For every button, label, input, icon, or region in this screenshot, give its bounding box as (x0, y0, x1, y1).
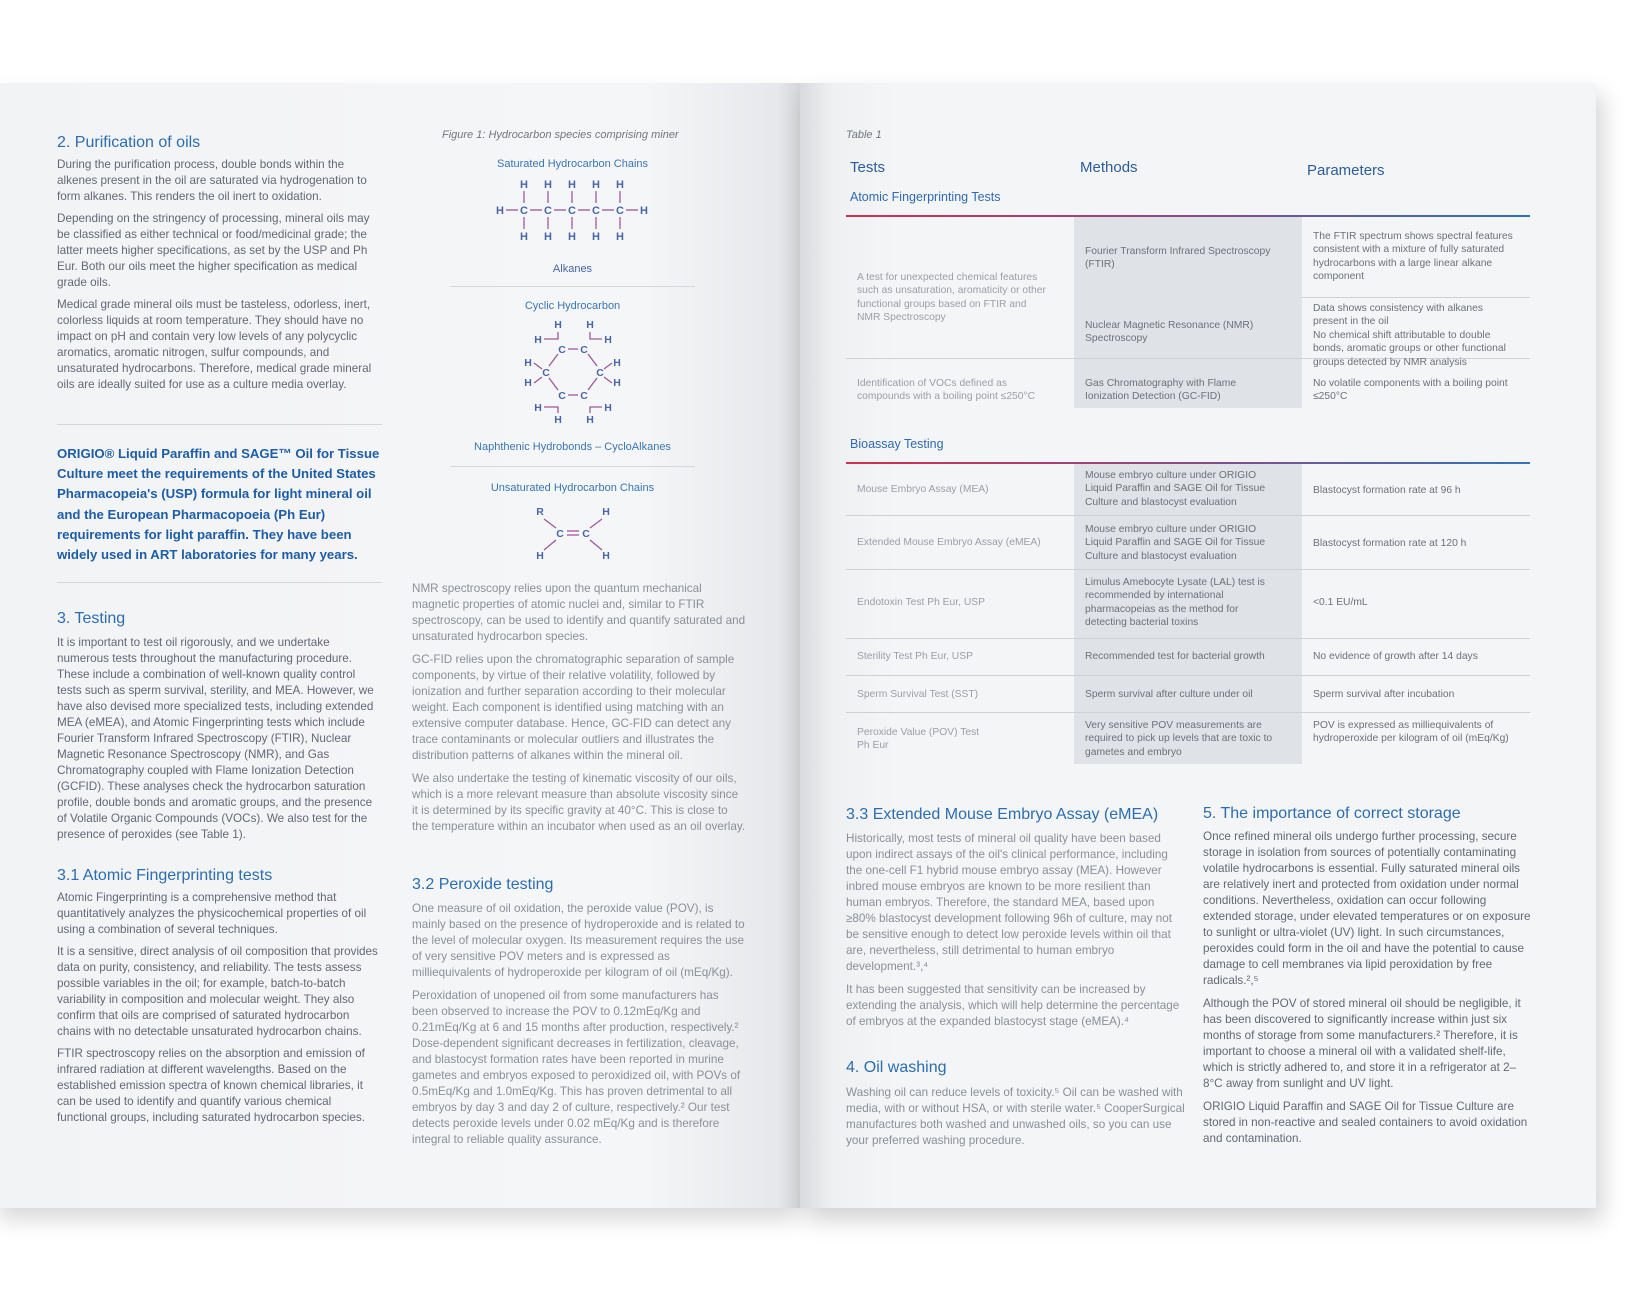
header-parameters: Parameters (1307, 162, 1385, 179)
bioassay-test: Sperm Survival Test (SST) (857, 689, 979, 700)
svg-text:H: H (592, 231, 600, 243)
bioassay-test: Peroxide Value (POV) Test Ph Eur (857, 727, 980, 752)
left-page (0, 83, 800, 1208)
divider (57, 424, 382, 425)
storage-p1: Once refined mineral oils undergo further processing, secure storage in isolation from sources of potentially contaminating volatile hydrocarbons is essential. Fully saturated mineral oils are relatively inert and protected from oxidation under normal conditions. Nevertheless, oxidation can occur following extended storage, under elevated temperatures or on exposure to sunlight or ultra-violet (UV) light. In such circumstances, peroxides could form in the oil and have the potential to cause damage to cell membranes via lipid peroxidation by free radicals.²,⁵ (1203, 830, 1531, 987)
bioassay-param: Blastocyst formation rate at 96 h (1313, 485, 1461, 496)
storage-heading: 5. The importance of correct storage (1203, 805, 1461, 822)
svg-text:H: H (544, 231, 552, 243)
storage-p2: Although the POV of stored mineral oil should be negligible, it has been discovered to significantly increase within just six months of storage from some manufacturers.² Therefore, it is important to choose a mineral oil with a validated shelf-life, which is strictly adhered to, and store it in a refrigerator at 2–8°C away from sunlight and UV light. (1203, 997, 1521, 1090)
svg-text:C: C (568, 205, 576, 217)
svg-text:H: H (613, 357, 621, 369)
bioassay-test: Mouse Embryo Assay (MEA) (857, 484, 989, 495)
svg-text:H: H (586, 414, 594, 426)
divider (57, 582, 382, 583)
svg-text:C: C (580, 344, 588, 356)
svg-text:C: C (558, 344, 566, 356)
alkane-structure (492, 176, 652, 246)
peroxide-heading: 3.2 Peroxide testing (412, 876, 554, 893)
callout-text: ORIGIO® Liquid Paraffin and SAGE™ Oil for Tissue Culture meet the requirements of the United States Pharmacopeia's (USP) formula for light mineral oil and the European Pharmacopoeia (Ph Eur) requirements for light paraffin. They have been widely used in ART laboratories for many years. (57, 446, 380, 563)
bioassay-test: Extended Mouse Embryo Assay (eMEA) (857, 537, 1041, 548)
svg-text:C: C (520, 205, 528, 217)
svg-text:C: C (542, 367, 550, 379)
bioassay-method: Limulus Amebocyte Lysate (LAL) test is recommended by international pharmacopeias as the method for detecting bacterial toxins (1085, 577, 1265, 629)
header-tests: Tests (850, 159, 886, 176)
afp-heading: 3.1 Atomic Fingerprinting tests (57, 867, 273, 884)
row-divider (846, 569, 1530, 570)
col2-section (412, 581, 747, 835)
bioassay-method: Mouse embryo culture under ORIGIO Liquid Paraffin and SAGE Oil for Tissue Culture and blastocyst evaluation (1085, 470, 1266, 508)
svg-text:H: H (520, 231, 528, 243)
testing-p1: It is important to test oil rigorously, and we undertake numerous tests throughout the manufacturing procedure. These include a combination of well-known quality control tests such as sperm survival, sterility, and MEA. However, we have also devised more specialized tests, including extended MEA (eMEA), and Atomic Fingerprinting tests which include Fourier Transform Infrared Spectroscopy (FTIR), Nuclear Magnetic Resonance Spectroscopy (NMR), and Gas Chromatography coupled with Flame Ionization Detection (GCFID). These analyses check the hydrocarbon saturation profile, double bonds and aromatic groups, and the presence of Volatile Organic Compounds (VOCs). We also test for the presence of peroxides (see Table 1). (57, 636, 374, 841)
row-divider (846, 675, 1530, 676)
header-methods: Methods (1080, 159, 1138, 176)
svg-text:H: H (592, 179, 600, 191)
peroxide-p2: Peroxidation of unopened oil from some manufacturers has been observed to increase the POV to 0.12mEq/Kg and 0.21mEq/Kg at 6 and 15 months after production, respectively.² Dose-dependent significant decreases in fertilization, cleavage, and blastocyst formation rates have been reported in murine gametes and embryos exposed to peroxidized oil, with POVs of 0.5mEq/Kg and 1.0mEq/Kg. This has proven detrimental to all embryos by day 3 and day 2 of culture, respectively.² Our test detects peroxide levels under 0.02 mEq/Kg and is therefore integral to reliable quality assurance. (412, 989, 741, 1146)
svg-text:H: H (586, 319, 594, 331)
row-divider (1302, 297, 1530, 298)
table-label: Table 1 (846, 129, 882, 141)
bioassay-test: Sterility Test Ph Eur, USP (857, 651, 973, 662)
svg-text:H: H (616, 179, 624, 191)
peroxide-section (412, 875, 747, 1148)
svg-text:H: H (602, 506, 610, 518)
svg-text:H: H (602, 550, 610, 562)
svg-text:H: H (544, 179, 552, 191)
afp-p1: Atomic Fingerprinting is a comprehensive method that quantitatively analyzes the physicochemical properties of oil using a combination of several techniques. (57, 891, 367, 936)
testing-section (57, 609, 380, 843)
row-divider (846, 515, 1530, 516)
svg-text:C: C (558, 390, 566, 402)
test-voc: Identification of VOCs defined as compounds with a boiling point ≤250°C (857, 378, 1036, 403)
param-nmr: Data shows consistency with alkanes present in the oil No chemical shift attributable to double bonds, aromatic groups or other functional groups detected by NMR analysis (1313, 303, 1506, 368)
test-atomic-fingerprint: A test for unexpected chemical features such as unsaturation, aromaticity or other functional groups based on FTIR and NMR Spectroscopy (857, 272, 1046, 324)
svg-text:H: H (496, 205, 504, 217)
svg-text:H: H (536, 550, 544, 562)
testing-heading: 3. Testing (57, 610, 126, 627)
unsaturated-title: Unsaturated Hydrocarbon Chains (490, 482, 655, 494)
afp-section (57, 866, 380, 1126)
bioassay-method: Very sensitive POV measurements are required to pick up levels that are toxic to gametes and embryo (1085, 720, 1273, 758)
purification-p3: Medical grade mineral oils must be tasteless, odorless, inert, colorless liquids at room temperature. They should have no impact on pH and contain very low levels of any polycyclic aromatics, aromatic nitrogen, sulfur compounds, and unsaturated hydrocarbons. Therefore, medical grade mineral oils are ideally suited for use as a culture media overlay. (57, 298, 372, 391)
bioassay-test: Endotoxin Test Ph Eur, USP (857, 597, 986, 608)
svg-text:C: C (596, 367, 604, 379)
bioassay-method: Sperm survival after culture under oil (1085, 689, 1253, 700)
method-ftir: Fourier Transform Infrared Spectroscopy (FTIR) (1085, 246, 1271, 271)
bioassay-param: Sperm survival after incubation (1313, 689, 1455, 700)
purification-section (57, 133, 382, 393)
svg-text:H: H (640, 205, 648, 217)
right-page (800, 83, 1596, 1208)
svg-text:H: H (568, 231, 576, 243)
svg-text:C: C (556, 528, 564, 540)
svg-text:H: H (520, 179, 528, 191)
purification-p2: Depending on the stringency of processing, mineral oils may be classified as either technical or food/medicinal grade; the latter meets higher specifications, as set by the USP and Ph Eur. Both our oils meet the higher specification as medical grade oils. (57, 212, 370, 289)
peroxide-p1: One measure of oil oxidation, the peroxide value (POV), is mainly based on the presence of hydroperoxide and is related to the level of molecular oxygen. Its measurement requires the use of very sensitive POV meters and is expressed as milliequivalents of hydroperoxide per kilogram of oil (mEq/Kg). (412, 902, 745, 979)
svg-text:H: H (554, 319, 562, 331)
divider (450, 286, 695, 287)
cycloalkane-structure (520, 316, 626, 426)
table-1 (846, 153, 1530, 853)
cyclic-title: Cyclic Hydrocarbon (524, 300, 621, 312)
svg-text:R: R (536, 506, 544, 518)
svg-text:H: H (613, 377, 621, 389)
storage-section (1203, 804, 1531, 1147)
saturated-title: Saturated Hydrocarbon Chains (496, 158, 649, 170)
bioassay-method: Recommended test for bacterial growth (1085, 651, 1265, 662)
viscosity-paragraph: We also undertake the testing of kinematic viscosity of our oils, which is a more relevant measure than absolute viscosity since it is determined by its specific gravity at 40°C. This is close to the temperature within an incubator when used as an oil overlay. (412, 772, 746, 833)
emea-heading: 3.3 Extended Mouse Embryo Assay (eMEA) (846, 806, 1159, 823)
param-voc: No volatile components with a boiling point ≤250°C (1313, 378, 1508, 403)
svg-text:H: H (524, 377, 532, 389)
bioassay-method: Mouse embryo culture under ORIGIO Liquid Paraffin and SAGE Oil for Tissue Culture and blastocyst evaluation (1085, 524, 1266, 562)
svg-text:H: H (616, 231, 624, 243)
row-divider (846, 712, 1530, 713)
emea-p1: Historically, most tests of mineral oil quality have been based upon indirect assays of the oil's clinical performance, including the one-cell F1 hybrid mouse embryo assay (MEA). However inbred mouse embryos are known to be more resilient than human embryos. Therefore, the standard MEA, based upon ≥80% blastocyst development following 96h of culture, may not be sensitive enough to detect low peroxide levels within oil that are, nevertheless, still detrimental to human embryo development.³,⁴ (846, 832, 1173, 973)
svg-text:C: C (580, 390, 588, 402)
gcfid-paragraph: GC-FID relies upon the chromatographic separation of sample components, by virtue of their relative volatility, followed by ionization and further separation according to their molecular weight. Each component is identified using matching with an extensive computer database. Hence, GC-FID can detect any trace contaminants or molecular outliers and illustrates the distribution patterns of alkanes within the mineral oil. (412, 653, 735, 762)
figure-caption: Figure 1: Hydrocarbon species comprising miner (442, 129, 679, 141)
storage-p3: ORIGIO Liquid Paraffin and SAGE Oil for Tissue Culture are stored in non-reactive and sealed containers to avoid oxidation and contamination. (1203, 1100, 1528, 1145)
washing-p1: Washing oil can reduce levels of toxicity.⁵ Oil can be washed with media, with or without HSA, or with sterile water.⁵ CooperSurgical manufactures both washed and unwashed oils, so you can use your preferred washing procedure. (846, 1086, 1185, 1147)
nmr-paragraph: NMR spectroscopy relies upon the quantum mechanical magnetic properties of atomic nuclei and, similar to FTIR spectroscopy, can be used to identify and quantify saturated and unsaturated hydrocarbon species. (412, 582, 746, 643)
alkanes-label: Alkanes (552, 263, 593, 275)
afp-p3: FTIR spectroscopy relies on the absorption and emission of infrared radiation at different wavelengths. Based on the established emission spectra of known chemical libraries, it can be used to identify and quantify various chemical functional groups, including saturated hydrocarbon species. (57, 1047, 365, 1124)
svg-text:H: H (604, 402, 612, 414)
param-ftir: The FTIR spectrum shows spectral features consistent with a mixture of fully saturated hydrocarbons with a large linear alkane component (1313, 231, 1513, 283)
afp-p2: It is a sensitive, direct analysis of oil composition that provides data on purity, consistency, and reliability. The tests assess possible variables in the oil; for example, batch-to-batch variability in composition and molecular weight. They also confirm that oils are comprised of saturated hydrocarbon chains with no detectable unsaturated hydrocarbon chains. (57, 945, 378, 1038)
row-divider (846, 638, 1530, 639)
washing-section (846, 1058, 1186, 1149)
naphthenic-label: Naphthenic Hydrobonds – CycloAlkanes (474, 441, 671, 453)
svg-text:C: C (616, 205, 624, 217)
bioassay-param: POV is expressed as milliequivalents of hydroperoxide per kilogram of oil (mEq/Kg) (1313, 720, 1509, 745)
washing-heading: 4. Oil washing (846, 1059, 947, 1076)
svg-text:H: H (554, 414, 562, 426)
emea-p2: It has been suggested that sensitivity can be increased by extending the analysis, which will help determine the percentage of embryos at the expanded blastocyst stage (eMEA).⁴ (846, 983, 1180, 1028)
emea-section (846, 805, 1186, 1030)
svg-text:H: H (568, 179, 576, 191)
svg-text:H: H (534, 402, 542, 414)
svg-text:H: H (604, 334, 612, 346)
method-nmr: Nuclear Magnetic Resonance (NMR) Spectroscopy (1085, 320, 1254, 345)
svg-text:C: C (582, 528, 590, 540)
divider (450, 466, 695, 467)
svg-text:C: C (544, 205, 552, 217)
bioassay-param: <0.1 EU/mL (1313, 597, 1368, 608)
alkene-structure (530, 503, 620, 565)
svg-text:H: H (524, 357, 532, 369)
method-gcfid: Gas Chromatography with Flame Ionization Detection (GC-FID) (1085, 378, 1237, 403)
bioassay-param: No evidence of growth after 14 days (1313, 651, 1478, 662)
purification-heading: 2. Purification of oils (57, 134, 201, 151)
purification-p1: During the purification process, double bonds within the alkenes present in the oil are saturated via hydrogenation to form alkanes. This renders the oil inert to oxidation. (57, 158, 367, 203)
bioassay-param: Blastocyst formation rate at 120 h (1313, 538, 1467, 549)
svg-text:H: H (534, 334, 542, 346)
svg-text:C: C (592, 205, 600, 217)
bioassay-section-title: Bioassay Testing (850, 437, 944, 451)
atomic-section-title: Atomic Fingerprinting Tests (850, 190, 1001, 204)
